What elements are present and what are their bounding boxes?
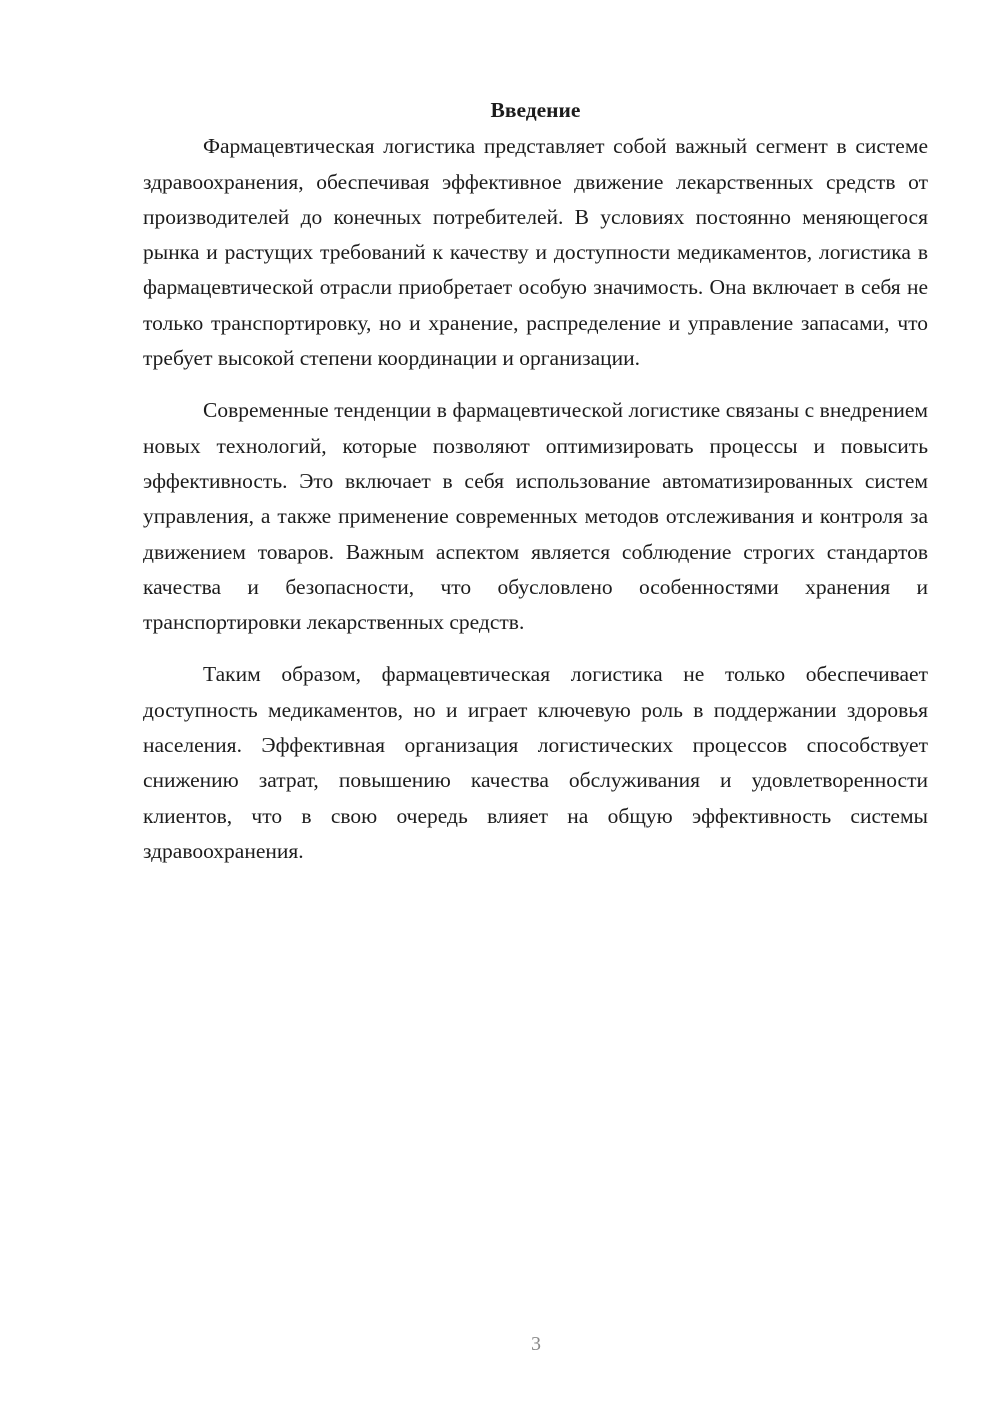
paragraph-3: Таким образом, фармацевтическая логистика не только обеспечивает доступность медикаментов, но и играет ключевую роль в поддержании здоровья населения. Эффективная организация логистических процессов способствует снижению затрат, повышению качества обслуживания и удовлетворенности клиентов, что в свою очередь влияет на общую эффективность системы здравоохранения. <box>143 662 928 863</box>
section-heading: Введение <box>490 98 581 122</box>
paragraph-2: Современные тенденции в фармацевтической логистике связаны с внедрением новых технологий, которые позволяют оптимизировать процессы и повысить эффективность. Это включает в себя использование автоматизированных систем управления, а также применение современных методов отслеживания и контроля за движением товаров. Важным аспектом является соблюдение строгих стандартов качества и безопасности, что обусловлено особенностями хранения и транспортировки лекарственных средств. <box>143 398 928 635</box>
page-content <box>143 93 928 869</box>
paragraph-1: Фармацевтическая логистика представляет собой важный сегмент в системе здравоохранения, обеспечивая эффективное движение лекарственных средств от производителей до конечных потребителей. В условиях постоянно меняющегося рынка и растущих требований к качеству и доступности медикаментов, логистика в фармацевтической отрасли приобретает особую значимость. Она включает в себя не только транспортировку, но и хранение, распределение и управление запасами, что требует высокой степени координации и организации. <box>143 134 928 371</box>
page-number: 3 <box>531 1333 541 1355</box>
